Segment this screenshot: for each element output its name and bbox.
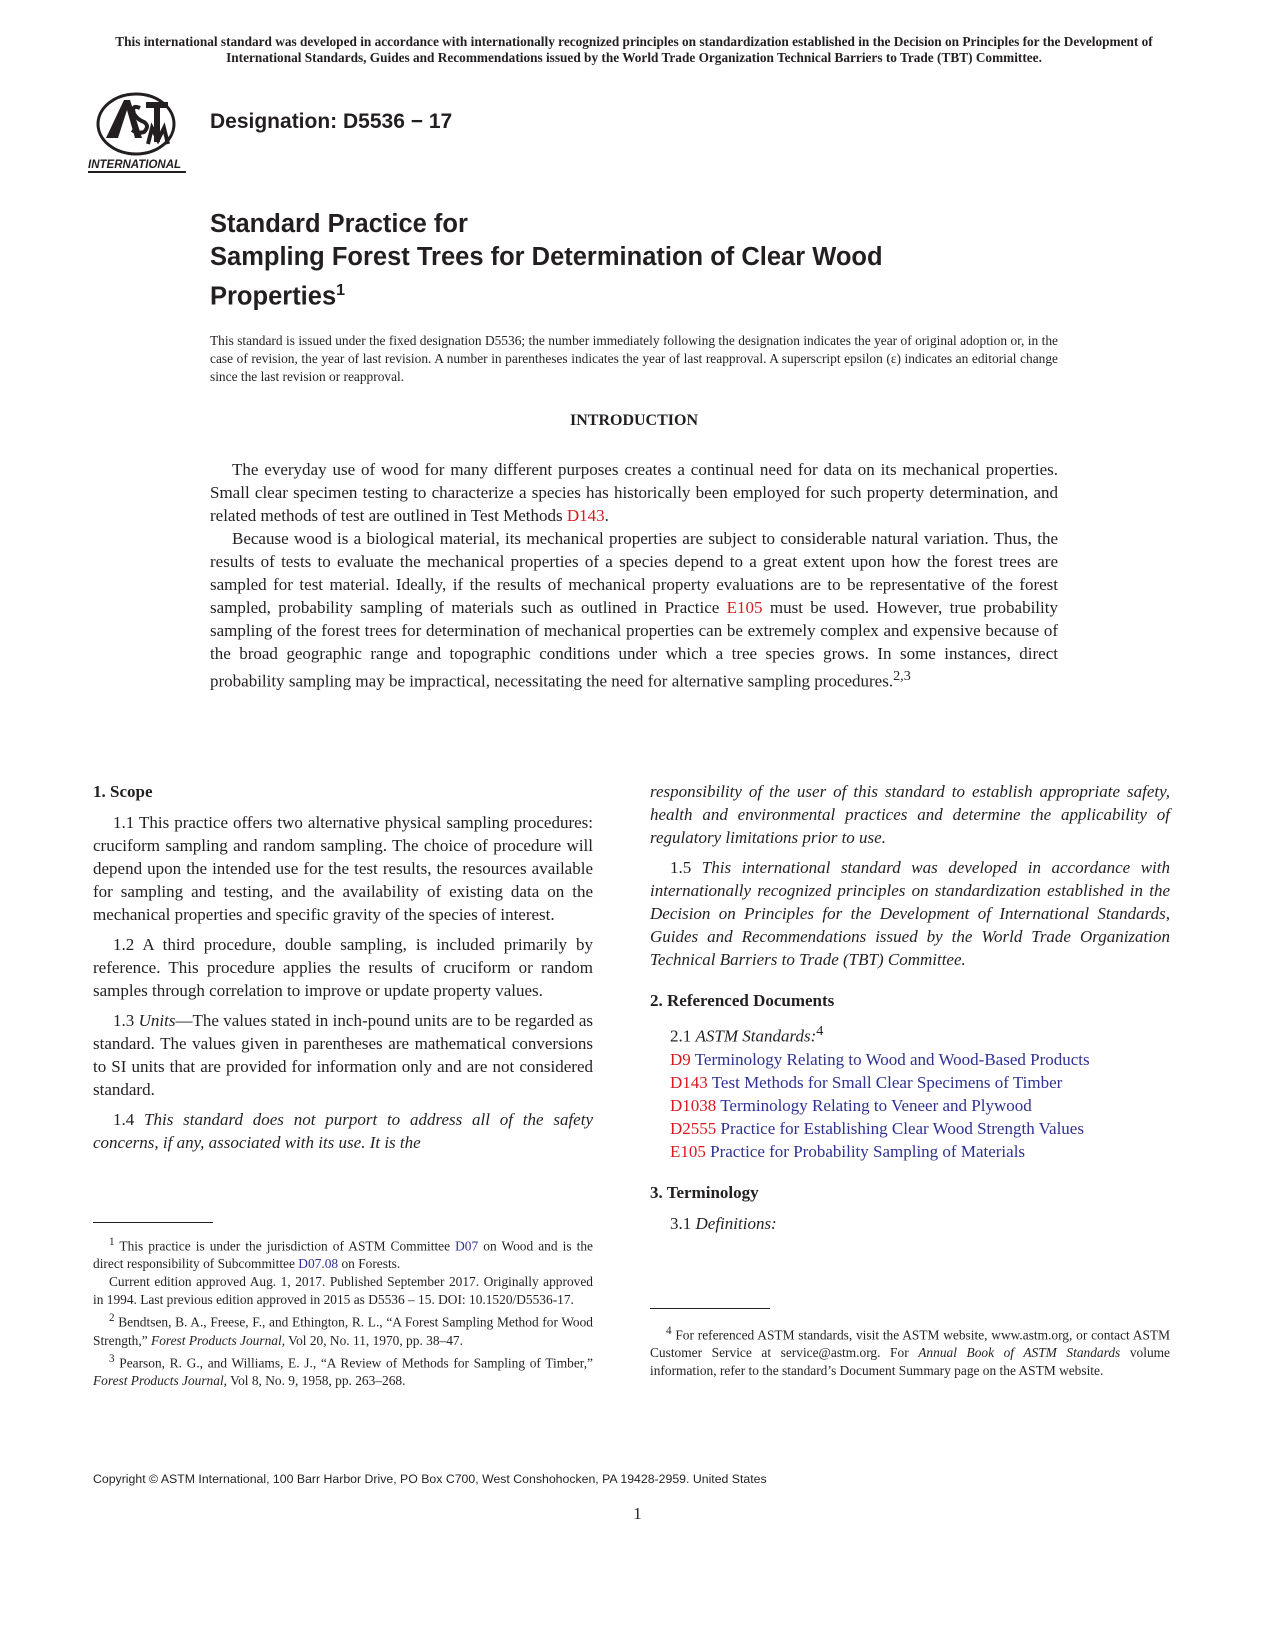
fn2-mark: 2 — [109, 1312, 115, 1325]
wto-notice: This international standard was developed in accordance with internationally recognized principles on standardization established in the Decision on Principles for the Development of International Standards, Guides and Recommendations issued by the World Trade Organization Technical Barriers to Trade (TBT) Committee. — [115, 34, 1153, 65]
referenced-sub-num: 2.1 — [670, 1026, 696, 1046]
ref-item-d9[interactable] — [670, 1048, 1170, 1071]
title-line-1: Standard Practice for — [210, 210, 468, 238]
link-e105[interactable]: E105 — [726, 598, 763, 617]
link-d07[interactable]: D07 — [455, 1238, 479, 1254]
fn4-a: For referenced ASTM standards, visit the ASTM website, www.astm.org, or contact ASTM Customer Service at service@astm.org. For — [650, 1327, 1170, 1361]
ref-code[interactable]: D143 — [670, 1072, 708, 1092]
designation: Designation: D5536 − 17 — [210, 110, 453, 133]
ref-title[interactable]: Terminology Relating to Wood and Wood-Based Products — [694, 1049, 1090, 1069]
issuance-note: This standard is issued under the fixed designation D5536; the number immediately following the designation indicates the year of original adoption or, in the case of revision, the year of last revision. A number in parentheses indicates the year of last reapproval. A superscript epsilon (ε) indicates an editorial change since the last revision or reapproval. — [210, 333, 1058, 384]
intro-p2-text: Because wood is a biological material, its mechanical properties are subject to considerable natural variation. Thus, the results of tests to evaluate the mechanical properties of a species depend to a great extent upon how the forest trees are sampled for test material. Ideally, if the results of mechanical property evaluations are to be representative of the forest sampled, probability sampling of materials such as outlined in Practice — [210, 529, 1058, 617]
scope-1-1: 1.1 This practice offers two alternative physical sampling procedures: cruciform sampling and random sampling. The choice of procedure will depend upon the intended use for the test results, the resources available for sampling and testing, and the availability of existing data on the mechanical properties and specific gravity of the species of interest. — [93, 813, 593, 924]
footnote-rule-right — [650, 1308, 770, 1309]
ref-title[interactable]: Terminology Relating to Veneer and Plywood — [720, 1095, 1032, 1115]
fn3-a: Pearson, R. G., and Williams, E. J., “A Review of Methods for Sampling of Timber,” — [114, 1355, 593, 1371]
ref-item-d1038[interactable] — [670, 1094, 1170, 1117]
title-footnote-mark: 1 — [336, 282, 346, 299]
title-line-3-text: Properties — [210, 282, 337, 311]
fn2-a: Bendtsen, B. A., Freese, F., and Ethington, R. L., “A Forest Sampling Method for Wood Strength,” — [93, 1314, 593, 1348]
intro-p1-end: . — [604, 506, 609, 525]
intro-p2-text2: must be used. However, true probability sampling of the forest trees for determination of mechanical properties can be extremely complex and expensive because of the broad geographic range and topographic conditions under which a tree species grows. In some instances, direct probability sampling may be impractical, necessitating the need for alternative sampling procedures. — [210, 598, 1058, 691]
ref-title[interactable]: Test Methods for Small Clear Specimens of Timber — [711, 1072, 1063, 1092]
scope-1-5-num: 1.5 — [670, 858, 702, 877]
fn4-mark: 4 — [666, 1325, 672, 1337]
scope-1-4-cont-italic: responsibility of the user of this standard to establish appropriate safety, health and environmental practices and determine the applicability of regulatory limitations prior to use. — [650, 782, 1170, 847]
scope-1-3-num: 1.3 — [113, 1011, 139, 1030]
ref-code[interactable]: D2555 — [670, 1118, 717, 1138]
fn4-italic: Annual Book of ASTM Standards — [918, 1345, 1121, 1361]
astm-logo-icon — [86, 88, 202, 178]
ref-title[interactable]: Practice for Establishing Clear Wood Strength Values — [720, 1118, 1084, 1138]
footnote-1 — [93, 1233, 593, 1273]
fn1-b: on Wood and is the direct responsibility of Subcommittee — [93, 1238, 593, 1272]
terminology-sub-num: 3.1 — [670, 1213, 696, 1233]
ref-title[interactable]: Practice for Probability Sampling of Materials — [710, 1141, 1026, 1161]
scope-1-3-italic: Units — [138, 1011, 176, 1030]
scope-1-2: 1.2 A third procedure, double sampling, is included primarily by reference. This procedure applies the results of cruciform or random samples through correlation to improve or update property values. — [93, 935, 593, 1000]
link-d07-08[interactable]: D07.08 — [298, 1256, 339, 1272]
footnote-3 — [93, 1350, 593, 1390]
referenced-list — [670, 1048, 1170, 1163]
left-column — [93, 780, 593, 1161]
terminology-sub — [650, 1212, 1170, 1235]
ref-item-e105[interactable] — [670, 1140, 1170, 1163]
logo-text: INTERNATIONAL — [88, 159, 182, 171]
ref-item-d2555[interactable] — [670, 1117, 1170, 1140]
link-d143[interactable]: D143 — [566, 506, 605, 525]
referenced-sub-sup: 4 — [816, 1023, 824, 1039]
title-line-2: Sampling Forest Trees for Determination of Clear Wood — [210, 243, 883, 271]
referenced-sub-italic: ASTM Standards: — [695, 1026, 817, 1046]
ref-code[interactable]: D1038 — [670, 1095, 717, 1115]
fn2-b: , Vol 20, No. 11, 1970, pp. 38–47. — [281, 1332, 463, 1348]
scope-heading: 1. Scope — [93, 782, 153, 801]
fn3-mark: 3 — [109, 1352, 115, 1365]
referenced-heading: 2. Referenced Documents — [650, 991, 835, 1010]
page-number: 1 — [633, 1504, 642, 1523]
introduction — [210, 458, 1058, 693]
footnote-2 — [93, 1309, 593, 1349]
footnote-rule-left — [93, 1222, 213, 1223]
introduction-heading: INTRODUCTION — [569, 412, 698, 429]
intro-p1-text: The everyday use of wood for many different purposes creates a continual need for data on its mechanical properties. Small clear specimen testing to characterize a species has historically been employed for such property determination, and related methods of test are outlined in Test Methods — [210, 460, 1058, 525]
scope-1-4-continued — [650, 780, 1170, 849]
ref-code[interactable]: E105 — [670, 1141, 706, 1161]
ref-code[interactable]: D9 — [670, 1049, 691, 1069]
copyright: Copyright © ASTM International, 100 Barr Harbor Drive, PO Box C700, West Conshohocken, PA 19428-2959. United States — [93, 1472, 767, 1486]
scope-1-4-italic: This standard does not purport to address all of the safety concerns, if any, associated with its use. It is the — [93, 1110, 593, 1152]
fn4-b: volume information, refer to the standard’s Document Summary page on the ASTM website. — [650, 1345, 1170, 1379]
terminology-sub-italic: Definitions: — [695, 1213, 777, 1233]
scope-1-4-num: 1.4 — [113, 1110, 145, 1129]
scope-1-5 — [650, 856, 1170, 971]
intro-p2-sup: 2,3 — [893, 668, 911, 684]
footnote-edition: Current edition approved Aug. 1, 2017. Published September 2017. Originally approved in 1994. Last previous edition approved in 2015 as D5536 – 15. DOI: 10.1520/D5536-17. — [93, 1274, 593, 1308]
fn1-c: on Forests. — [338, 1256, 401, 1272]
ref-item-d143[interactable] — [670, 1071, 1170, 1094]
scope-1-3-text: —The values stated in inch-pound units are to be regarded as standard. The values given in parentheses are mathematical conversions to SI units that are provided for information only and are not considered standard. — [93, 1011, 594, 1099]
scope-1-3 — [93, 1009, 593, 1101]
intro-paragraph-2 — [210, 527, 1058, 693]
footnote-4 — [650, 1322, 1170, 1380]
footnotes-right — [650, 1322, 1170, 1380]
title-line-3 — [210, 274, 883, 314]
fn1-mark: 1 — [109, 1236, 115, 1248]
scope-1-5-italic: This international standard was developed in accordance with internationally recognized principles on standardization established in the Decision on Principles for the Development of International Standards, Guides and Recommendations issued by the World Trade Organization Technical Barriers to Trade (TBT) Committee. — [650, 858, 1170, 969]
fn3-journal: Forest Products Journal — [93, 1373, 224, 1389]
fn2-journal: Forest Products Journal — [151, 1332, 282, 1348]
right-column — [650, 780, 1170, 1242]
referenced-sub — [650, 1020, 1170, 1048]
scope-1-4 — [93, 1108, 593, 1154]
fn3-b: , Vol 8, No. 9, 1958, pp. 263–268. — [223, 1373, 406, 1389]
document-title — [210, 208, 883, 314]
fn1-a: This practice is under the jurisdiction of ASTM Committee — [114, 1238, 456, 1254]
terminology-heading: 3. Terminology — [650, 1182, 759, 1202]
footnotes-left — [93, 1233, 593, 1390]
intro-paragraph-1 — [210, 458, 1058, 527]
